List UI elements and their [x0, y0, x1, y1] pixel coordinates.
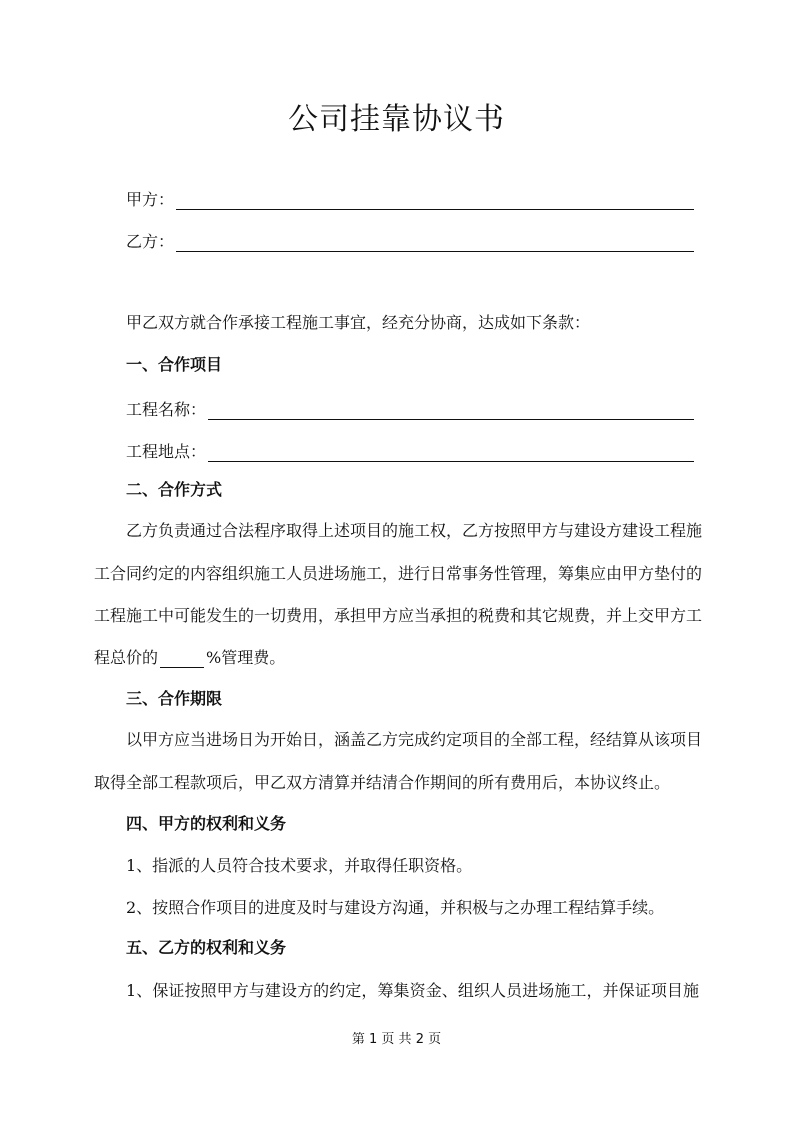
page-footer: 第 1 页 共 2 页 — [351, 1032, 442, 1047]
fee-percentage-blank — [160, 651, 204, 668]
section-3-line-1: 以甲方应当进场日为开始日，涵盖乙方完成约定项目的全部工程，经结算从该项目 — [126, 730, 703, 749]
party-a-blank-line — [176, 189, 694, 210]
party-b-field — [126, 228, 694, 252]
section-3-line-2: 取得全部工程款项后，甲乙双方清算并结清合作期间的所有费用后，本协议终止。 — [94, 773, 671, 792]
project-location-field — [126, 438, 694, 462]
project-location-blank-line — [208, 441, 694, 462]
section-3-heading: 三、合作期限 — [126, 689, 223, 708]
section-4-item-2: 2、按照合作项目的进度及时与建设方沟通，并积极与之办理工程结算手续。 — [126, 898, 665, 917]
party-a-field — [126, 186, 694, 210]
fee-prefix: 程总价的 — [94, 648, 159, 667]
project-location-label: 工程地点： — [126, 442, 207, 461]
document-title: 公司挂靠协议书 — [288, 102, 505, 137]
section-2-line-2: 工合同约定的内容组织施工人员进场施工，进行日常事务性管理，筹集应由甲方垫付的 — [94, 564, 703, 583]
section-5-item-1: 1、保证按照甲方与建设方的约定，筹集资金、组织人员进场施工，并保证项目施 — [126, 981, 699, 1000]
project-name-label: 工程名称： — [126, 400, 207, 419]
party-a-label: 甲方： — [126, 190, 175, 209]
section-1-heading: 一、合作项目 — [126, 355, 223, 374]
party-b-label: 乙方： — [126, 232, 175, 251]
section-5-heading: 五、乙方的权利和义务 — [126, 938, 287, 957]
section-2-line-3: 工程施工中可能发生的一切费用，承担甲方应当承担的税费和其它规费，并上交甲方工 — [94, 606, 703, 625]
section-2-line-4 — [94, 648, 285, 668]
project-name-field — [126, 396, 694, 420]
project-name-blank-line — [208, 399, 694, 420]
section-4-heading: 四、甲方的权利和义务 — [126, 814, 287, 833]
section-2-heading: 二、合作方式 — [126, 480, 223, 499]
party-b-blank-line — [176, 231, 694, 252]
section-2-line-1: 乙方负责通过合法程序取得上述项目的施工权，乙方按照甲方与建设方建设工程施 — [126, 521, 703, 540]
fee-suffix: %管理费。 — [206, 648, 286, 667]
section-4-item-1: 1、指派的人员符合技术要求，并取得任职资格。 — [126, 856, 473, 875]
intro-paragraph: 甲乙双方就合作承接工程施工事宜，经充分协商，达成如下条款： — [126, 313, 591, 332]
